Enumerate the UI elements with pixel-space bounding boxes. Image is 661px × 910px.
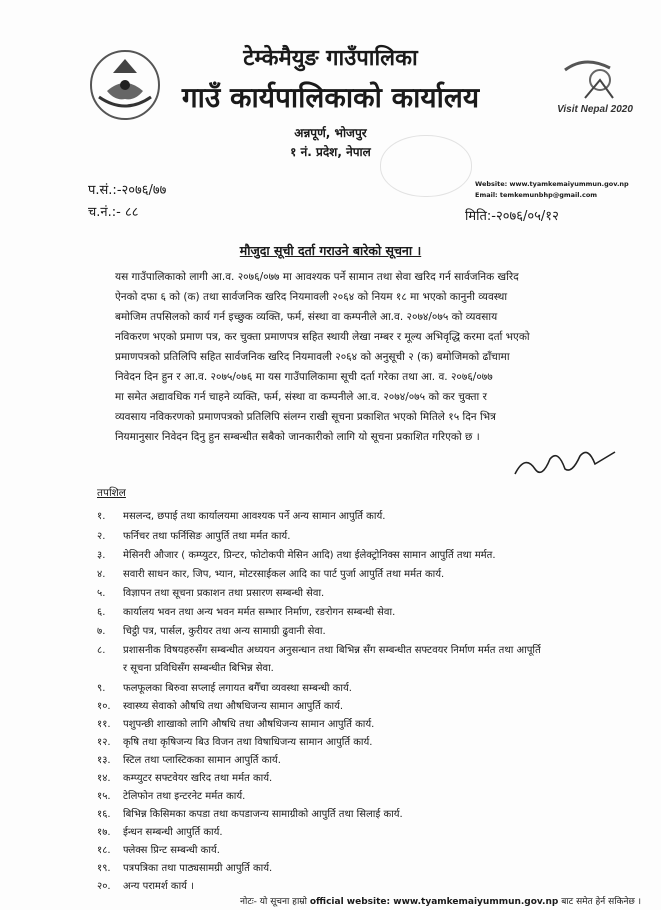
- email-text: Email: temkemunbhp@gmail.com: [475, 191, 598, 199]
- body-line: बमोजिम तपसिलको कार्य गर्न इच्छुक व्यक्ति, फर्म, संस्था वा कम्पनीले आ.व. २०७४/०७५ को व्यवसाय: [115, 311, 498, 323]
- list-item: ३. मेसिनरी औजार ( कम्प्युटर, प्रिन्टर, फोटोकपी मेसिन आदि) तथा ईलेक्ट्रोनिक्स सामान आपुर्ति तथा मर्मत.: [97, 550, 496, 561]
- list-item: ११. पशुपन्छी शाखाको लागि औषधि तथा औषधिजन्य सामान आपुर्ति कार्य.: [97, 719, 375, 730]
- list-item: १४. कम्प्युटर सफ्टवेयर खरिद तथा मर्मत कार्य.: [97, 773, 273, 784]
- list-item: ९. फलफूलका बिरुवा सप्लाई लगायत बगैँचा व्यवस्था सम्बन्धी कार्य.: [97, 683, 352, 694]
- list-item: १०. स्वास्थ्य सेवाको औषधि तथा औषधिजन्य सामान आपुर्ति कार्य.: [97, 701, 344, 712]
- website-text: Website: www.tyamkemaiyummun.gov.np: [475, 180, 629, 188]
- body-line: मा समेत अद्यावधिक गर्न चाहने व्यक्ति, फर्म, संस्था वा कम्पनीले आ.व. २०७४/०७५ को कर चुक्ता र: [115, 391, 487, 403]
- footer-note: नोटः- यो सूचना हाम्रो official website: www.tyamkemaiyummun.gov.np बाट समेत हेर्न सकिनेछ ।: [240, 897, 642, 907]
- list-item: १. मसलन्द, छपाई तथा कार्यालयमा आवश्यक पर्ने अन्य सामान आपुर्ति कार्य.: [97, 511, 386, 522]
- official-website-link[interactable]: official website: www.tyamkemaiyummun.gov.np: [309, 897, 559, 907]
- visit-nepal-logo-icon: [555, 50, 635, 120]
- list-item: १९. पत्रपत्रिका तथा पाठ्यसामग्री आपुर्ति कार्य.: [97, 863, 273, 874]
- date-text: मिति:-२०७६/०५/१२: [465, 209, 559, 224]
- list-item: १८. फ्लेक्स प्रिन्ट सम्बन्धी कार्य.: [97, 845, 220, 856]
- list-item: ४. सवारी साधन कार, जिप, भ्यान, मोटरसाईकल आदि का पार्ट पुर्जा आपुर्ति तथा मर्मत कार्य.: [97, 569, 445, 580]
- list-item: ८. प्रशासनीक विषयहरुसँग सम्बन्धीत अध्ययन अनुसन्धान तथा बिभिन्न सँग सम्बन्धीत सफ्टवयर निर्माण मर्मत तथा आपूर्ति: [97, 645, 541, 656]
- visit-nepal-logo-text: Visit Nepal 2020: [557, 104, 633, 115]
- list-item-continuation: र सूचना प्रविधिसँग सम्बन्धीत बिभिन्न सेवा.: [123, 663, 274, 674]
- notice-subject: मौजुदा सूची दर्ता गराउने बारेको सूचना ।: [239, 243, 422, 258]
- body-line: नविकरण भएको प्रमाण पत्र, कर चुक्ता प्रमाणपत्र सहित स्थायी लेखा नम्बर र मूल्य अभिवृद्धि करमा दर्ता भएको: [115, 331, 530, 343]
- list-item: २. फर्निचर तथा फर्निसिङ आपुर्ति तथा मर्मत कार्य.: [97, 531, 291, 542]
- signature: [510, 444, 620, 484]
- reference-number: प.सं.:-२०७६/७७: [88, 183, 167, 198]
- page-title: गाउँ कार्यपालिकाको कार्यालय: [181, 81, 480, 114]
- office-name: टेम्केमैयुङ गाउँपालिका: [243, 46, 418, 71]
- list-item: ७. चिट्ठी पत्र, पार्सल, कुरीयर तथा अन्य सामाग्री ढुवानी सेवा.: [97, 626, 326, 637]
- list-item: १५. टेलिफोन तथा इन्टरनेट मर्मत कार्य.: [97, 791, 246, 802]
- address-line-1: अन्नपूर्ण, भोजपुर: [294, 126, 367, 140]
- body-line: ऐनको दफा ६ को (क) तथा सार्वजनिक खरिद नियमावली २०६४ को नियम १८ मा भएको कानुनी व्यवस्था: [115, 291, 508, 303]
- office-stamp: [380, 135, 472, 197]
- list-item: १६. बिभिन्न किसिमका कपडा तथा कपडाजन्य सामाग्रीको आपुर्ति तथा सिलाई कार्य.: [97, 809, 403, 820]
- body-line: प्रमाणपत्रको प्रतिलिपि सहित सार्वजनिक खरिद नियमावली २०६४ को अनुसूची २ (क) बमोजिमको ढाँचामा: [115, 351, 510, 363]
- body-line: यस गाउँपालिकाको लागी आ.व. २०७६/०७७ मा आवश्यक पर्ने सामान तथा सेवा खरिद गर्न सार्वजनिक खरिद: [115, 271, 519, 283]
- list-item: १३. स्टिल तथा प्लास्टिकका सामान आपुर्ति कार्य.: [97, 755, 281, 766]
- body-line: व्यवसाय नविकरणको प्रमाणपत्रको प्रतिलिपि संलग्न राखी सूचना प्रकाशित भएको मितिले १५ दिन भित्र: [115, 411, 496, 423]
- list-item: १२. कृषि तथा कृषिजन्य बिउ विजन तथा विषाधिजन्य सामान आपुर्ति कार्य.: [97, 737, 373, 748]
- body-line: निवेदन दिन हुन र आ.व. २०७५/०७६ मा यस गाउँपालिकामा सूची दर्ता गरेका तथा आ. व. २०७६/०७७: [115, 371, 493, 383]
- list-item: ६. कार्यालय भवन तथा अन्य भवन मर्मत सम्भार निर्माण, रङरोगन सम्बन्धी सेवा.: [97, 607, 396, 618]
- dispatch-number: च.नं.:- ८८: [88, 205, 139, 220]
- list-item: ५. विज्ञापन तथा सूचना प्रकाशन तथा प्रसारण सम्बन्धी सेवा.: [97, 588, 325, 599]
- list-heading: तपशिल: [97, 487, 126, 499]
- list-item: १७. ईन्धन सम्बन्धी आपुर्ति कार्य.: [97, 827, 223, 838]
- body-line: नियमानुसार निवेदन दिनु हुन सम्बन्धीत सबैको जानकारीको लागि यो सूचना प्रकाशित गरिएको छ ।: [115, 431, 480, 443]
- list-item: २०. अन्य परामर्श कार्य ।: [97, 881, 194, 892]
- address-line-2: १ नं. प्रदेश, नेपाल: [290, 145, 371, 159]
